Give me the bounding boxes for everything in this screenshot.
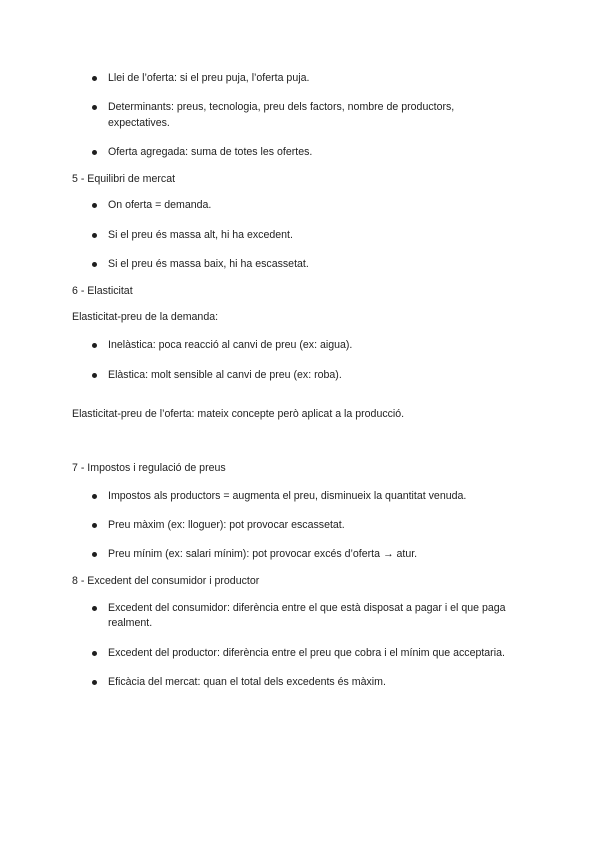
- bullet-dot: [92, 233, 97, 238]
- bullet-dot: [92, 76, 97, 81]
- list-item: Eficàcia del mercat: quan el total dels excedents és màxim.: [108, 676, 386, 688]
- list-item: Elàstica: molt sensible al canvi de preu (ex: roba).: [108, 369, 342, 381]
- list-item: Preu màxim (ex: lloguer): pot provocar escassetat.: [108, 519, 345, 531]
- list-item: On oferta = demanda.: [108, 199, 212, 211]
- list-item: Llei de l’oferta: si el preu puja, l’oferta puja.: [108, 72, 310, 84]
- list-item: Preu mínim (ex: salari mínim): pot provocar excés d’oferta → atur.: [108, 548, 418, 560]
- bullet-dot: [92, 494, 97, 499]
- bullet-dot: [92, 343, 97, 348]
- bullet-dot: [92, 606, 97, 611]
- section-heading: 5 - Equilibri de mercat: [72, 173, 176, 185]
- list-item: Oferta agregada: suma de totes les ofertes.: [108, 146, 313, 158]
- section-heading: 8 - Excedent del consumidor i productor: [72, 575, 260, 587]
- bullet-dot: [92, 552, 97, 557]
- section-heading: 7 - Impostos i regulació de preus: [72, 462, 226, 474]
- list-item-continuation: realment.: [108, 617, 153, 629]
- paragraph: Elasticitat-preu de l’oferta: mateix concepte però aplicat a la producció.: [72, 408, 405, 420]
- bullet-dot: [92, 262, 97, 267]
- bullet-dot: [92, 105, 97, 110]
- subheading: Elasticitat-preu de la demanda:: [72, 311, 219, 323]
- bullet-dot: [92, 680, 97, 685]
- list-item-continuation: expectatives.: [108, 117, 170, 129]
- list-item: Inelàstica: poca reacció al canvi de preu (ex: aigua).: [108, 339, 353, 351]
- section-heading: 6 - Elasticitat: [72, 285, 133, 297]
- bullet-dot: [92, 373, 97, 378]
- bullet-dot: [92, 523, 97, 528]
- bullet-dot: [92, 203, 97, 208]
- list-item: Excedent del productor: diferència entre el preu que cobra i el mínim que acceptaria.: [108, 647, 505, 659]
- list-item: Impostos als productors = augmenta el preu, disminueix la quantitat venuda.: [108, 490, 467, 502]
- list-item: Si el preu és massa baix, hi ha escassetat.: [108, 258, 309, 270]
- bullet-dot: [92, 150, 97, 155]
- list-item: Si el preu és massa alt, hi ha excedent.: [108, 229, 293, 241]
- list-item: Excedent del consumidor: diferència entre el que està disposat a pagar i el que paga: [108, 602, 506, 614]
- bullet-dot: [92, 651, 97, 656]
- list-item: Determinants: preus, tecnologia, preu dels factors, nombre de productors,: [108, 101, 455, 113]
